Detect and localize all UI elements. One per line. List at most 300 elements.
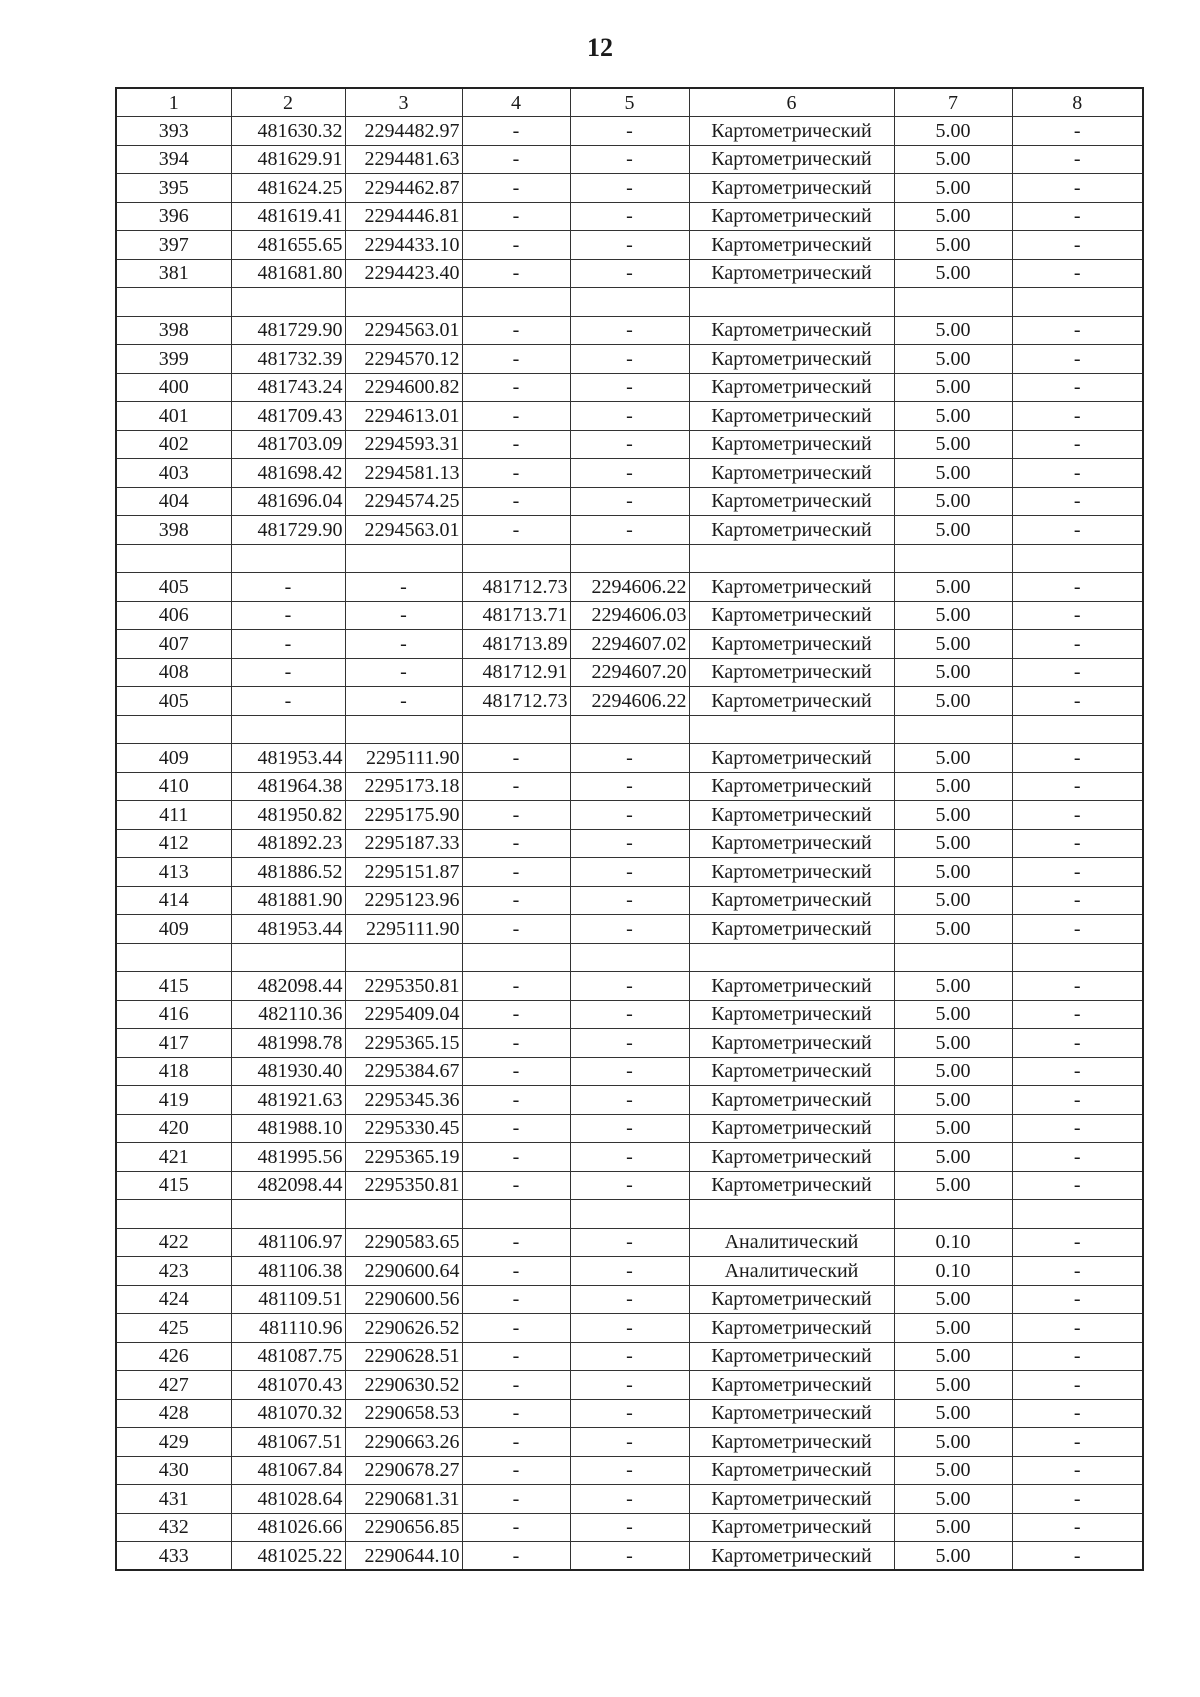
table-row — [116, 829, 1143, 858]
y-coord-cell: 2290626.52 — [345, 1314, 462, 1343]
x-coord-cell: 481110.96 — [231, 1314, 345, 1343]
y-coord-cell: 2295350.81 — [345, 972, 462, 1001]
y-coord-cell: 2290656.85 — [345, 1513, 462, 1542]
point-number-cell: 393 — [116, 117, 231, 146]
method-cell: Картометрический — [689, 1143, 894, 1172]
y-coord-cell: 2290583.65 — [345, 1228, 462, 1257]
column-header-3: 3 — [345, 88, 462, 117]
description-cell: - — [1012, 1342, 1143, 1371]
x-coord-cell: 481106.38 — [231, 1257, 345, 1286]
y-coord-cell: 2294593.31 — [345, 430, 462, 459]
y-coord-cell: 2290600.56 — [345, 1285, 462, 1314]
description-cell: - — [1012, 829, 1143, 858]
x-coord-cell: 482110.36 — [231, 1000, 345, 1029]
accuracy-cell: 5.00 — [894, 202, 1012, 231]
y-coord-cell: 2295173.18 — [345, 772, 462, 801]
point-number-cell: 399 — [116, 345, 231, 374]
x-coord-cell: 481964.38 — [231, 772, 345, 801]
y-coord-cell: 2290658.53 — [345, 1399, 462, 1428]
description-cell: - — [1012, 1399, 1143, 1428]
y-coord-cell: - — [345, 658, 462, 687]
x-coord-cell: 481998.78 — [231, 1029, 345, 1058]
y-coord-alt-cell: - — [570, 1285, 689, 1314]
x-coord-cell: 481109.51 — [231, 1285, 345, 1314]
method-cell: Картометрический — [689, 1513, 894, 1542]
method-cell — [689, 715, 894, 744]
point-number-cell: 403 — [116, 459, 231, 488]
table-row — [116, 516, 1143, 545]
y-coord-alt-cell — [570, 715, 689, 744]
y-coord-cell: 2295409.04 — [345, 1000, 462, 1029]
accuracy-cell: 5.00 — [894, 1114, 1012, 1143]
table-row — [116, 1143, 1143, 1172]
accuracy-cell: 5.00 — [894, 1057, 1012, 1086]
y-coord-cell: - — [345, 687, 462, 716]
description-cell: - — [1012, 231, 1143, 260]
y-coord-cell: 2295123.96 — [345, 886, 462, 915]
description-cell: - — [1012, 1114, 1143, 1143]
point-number-cell — [116, 288, 231, 317]
accuracy-cell: 5.00 — [894, 259, 1012, 288]
method-cell: Картометрический — [689, 231, 894, 260]
table-row — [116, 1029, 1143, 1058]
method-cell: Картометрический — [689, 1000, 894, 1029]
table-row — [116, 801, 1143, 830]
method-cell: Картометрический — [689, 915, 894, 944]
x-coord-cell: 481743.24 — [231, 373, 345, 402]
table-row — [116, 1086, 1143, 1115]
y-coord-alt-cell: - — [570, 231, 689, 260]
table-row — [116, 345, 1143, 374]
x-coord-alt-cell: - — [462, 801, 570, 830]
y-coord-alt-cell: - — [570, 487, 689, 516]
x-coord-cell: 481067.51 — [231, 1428, 345, 1457]
x-coord-alt-cell: - — [462, 829, 570, 858]
point-number-cell: 421 — [116, 1143, 231, 1172]
table-row — [116, 1114, 1143, 1143]
x-coord-alt-cell — [462, 288, 570, 317]
method-cell: Картометрический — [689, 1171, 894, 1200]
description-cell: - — [1012, 687, 1143, 716]
x-coord-alt-cell: - — [462, 1000, 570, 1029]
y-coord-alt-cell — [570, 544, 689, 573]
y-coord-alt-cell: - — [570, 117, 689, 146]
x-coord-alt-cell: - — [462, 1285, 570, 1314]
point-number-cell: 415 — [116, 972, 231, 1001]
y-coord-alt-cell: - — [570, 1000, 689, 1029]
x-coord-cell: 481988.10 — [231, 1114, 345, 1143]
method-cell: Картометрический — [689, 1314, 894, 1343]
point-number-cell: 423 — [116, 1257, 231, 1286]
x-coord-alt-cell: - — [462, 1399, 570, 1428]
header-row — [116, 88, 1143, 117]
y-coord-cell — [345, 544, 462, 573]
y-coord-alt-cell: - — [570, 1456, 689, 1485]
description-cell: - — [1012, 1228, 1143, 1257]
table-row — [116, 886, 1143, 915]
table-row — [116, 1257, 1143, 1286]
accuracy-cell — [894, 1200, 1012, 1229]
x-coord-alt-cell: - — [462, 744, 570, 773]
method-cell — [689, 1200, 894, 1229]
method-cell: Картометрический — [689, 202, 894, 231]
table-row — [116, 772, 1143, 801]
point-number-cell: 414 — [116, 886, 231, 915]
column-header-8: 8 — [1012, 88, 1143, 117]
y-coord-cell: 2290628.51 — [345, 1342, 462, 1371]
x-coord-cell: - — [231, 658, 345, 687]
method-cell: Картометрический — [689, 858, 894, 887]
method-cell: Картометрический — [689, 886, 894, 915]
accuracy-cell: 5.00 — [894, 801, 1012, 830]
method-cell: Картометрический — [689, 316, 894, 345]
point-number-cell: 397 — [116, 231, 231, 260]
accuracy-cell: 5.00 — [894, 772, 1012, 801]
accuracy-cell: 5.00 — [894, 886, 1012, 915]
point-number-cell: 426 — [116, 1342, 231, 1371]
method-cell: Картометрический — [689, 744, 894, 773]
y-coord-alt-cell: - — [570, 1086, 689, 1115]
x-coord-cell: 481729.90 — [231, 516, 345, 545]
method-cell: Картометрический — [689, 630, 894, 659]
x-coord-alt-cell: 481712.73 — [462, 573, 570, 602]
description-cell: - — [1012, 658, 1143, 687]
method-cell: Картометрический — [689, 1086, 894, 1115]
separator-row — [116, 288, 1143, 317]
description-cell: - — [1012, 117, 1143, 146]
description-cell: - — [1012, 1000, 1143, 1029]
point-number-cell: 431 — [116, 1485, 231, 1514]
x-coord-alt-cell: - — [462, 972, 570, 1001]
x-coord-cell: 481732.39 — [231, 345, 345, 374]
x-coord-cell: 482098.44 — [231, 1171, 345, 1200]
description-cell: - — [1012, 430, 1143, 459]
y-coord-cell: 2290600.64 — [345, 1257, 462, 1286]
accuracy-cell: 5.00 — [894, 1143, 1012, 1172]
x-coord-cell: 481028.64 — [231, 1485, 345, 1514]
x-coord-alt-cell: - — [462, 402, 570, 431]
y-coord-cell: 2290644.10 — [345, 1542, 462, 1571]
page-number: 12 — [587, 33, 613, 62]
y-coord-cell: 2294462.87 — [345, 174, 462, 203]
accuracy-cell: 5.00 — [894, 573, 1012, 602]
x-coord-cell: - — [231, 573, 345, 602]
y-coord-alt-cell: - — [570, 1114, 689, 1143]
accuracy-cell: 5.00 — [894, 1000, 1012, 1029]
y-coord-cell: 2294446.81 — [345, 202, 462, 231]
method-cell — [689, 943, 894, 972]
method-cell — [689, 288, 894, 317]
table-row — [116, 487, 1143, 516]
y-coord-cell: 2295365.19 — [345, 1143, 462, 1172]
accuracy-cell: 5.00 — [894, 687, 1012, 716]
x-coord-alt-cell: - — [462, 1314, 570, 1343]
y-coord-cell: - — [345, 573, 462, 602]
description-cell: - — [1012, 516, 1143, 545]
description-cell: - — [1012, 1371, 1143, 1400]
separator-row — [116, 1200, 1143, 1229]
y-coord-cell: 2294482.97 — [345, 117, 462, 146]
accuracy-cell — [894, 715, 1012, 744]
method-cell: Картометрический — [689, 1428, 894, 1457]
method-cell: Картометрический — [689, 1485, 894, 1514]
accuracy-cell: 5.00 — [894, 231, 1012, 260]
y-coord-alt-cell: - — [570, 259, 689, 288]
x-coord-alt-cell — [462, 1200, 570, 1229]
x-coord-cell — [231, 544, 345, 573]
method-cell: Картометрический — [689, 1371, 894, 1400]
x-coord-alt-cell: - — [462, 1542, 570, 1571]
x-coord-alt-cell: - — [462, 202, 570, 231]
x-coord-alt-cell: - — [462, 1485, 570, 1514]
description-cell: - — [1012, 1456, 1143, 1485]
description-cell: - — [1012, 1428, 1143, 1457]
description-cell: - — [1012, 459, 1143, 488]
table-row — [116, 1371, 1143, 1400]
y-coord-cell: 2295111.90 — [345, 744, 462, 773]
description-cell: - — [1012, 487, 1143, 516]
y-coord-alt-cell: - — [570, 886, 689, 915]
y-coord-cell: - — [345, 630, 462, 659]
table-row — [116, 1000, 1143, 1029]
x-coord-cell: 481995.56 — [231, 1143, 345, 1172]
accuracy-cell: 5.00 — [894, 630, 1012, 659]
point-number-cell: 400 — [116, 373, 231, 402]
table-row — [116, 1228, 1143, 1257]
table-row — [116, 459, 1143, 488]
y-coord-cell: - — [345, 601, 462, 630]
description-cell: - — [1012, 1171, 1143, 1200]
x-coord-cell: 482098.44 — [231, 972, 345, 1001]
y-coord-alt-cell: - — [570, 1428, 689, 1457]
method-cell: Картометрический — [689, 459, 894, 488]
table-body — [116, 117, 1143, 1571]
accuracy-cell: 0.10 — [894, 1228, 1012, 1257]
description-cell: - — [1012, 345, 1143, 374]
table-row — [116, 402, 1143, 431]
x-coord-cell: 481703.09 — [231, 430, 345, 459]
table-row — [116, 1399, 1143, 1428]
accuracy-cell: 5.00 — [894, 516, 1012, 545]
method-cell: Картометрический — [689, 1114, 894, 1143]
y-coord-alt-cell: - — [570, 402, 689, 431]
description-cell: - — [1012, 630, 1143, 659]
x-coord-cell: 481886.52 — [231, 858, 345, 887]
description-cell: - — [1012, 1485, 1143, 1514]
x-coord-alt-cell: - — [462, 1114, 570, 1143]
x-coord-cell — [231, 288, 345, 317]
x-coord-alt-cell: - — [462, 316, 570, 345]
y-coord-alt-cell: - — [570, 1257, 689, 1286]
method-cell: Картометрический — [689, 1456, 894, 1485]
x-coord-alt-cell: - — [462, 1428, 570, 1457]
y-coord-cell: 2295175.90 — [345, 801, 462, 830]
x-coord-alt-cell: - — [462, 174, 570, 203]
table-row — [116, 658, 1143, 687]
x-coord-alt-cell: 481713.71 — [462, 601, 570, 630]
y-coord-cell: 2294563.01 — [345, 516, 462, 545]
table-row — [116, 1485, 1143, 1514]
x-coord-alt-cell: - — [462, 231, 570, 260]
y-coord-cell — [345, 288, 462, 317]
point-number-cell: 419 — [116, 1086, 231, 1115]
point-number-cell: 405 — [116, 573, 231, 602]
coordinates-table — [115, 87, 1144, 1571]
y-coord-alt-cell: - — [570, 145, 689, 174]
y-coord-cell: 2295345.36 — [345, 1086, 462, 1115]
point-number-cell: 407 — [116, 630, 231, 659]
accuracy-cell: 5.00 — [894, 117, 1012, 146]
table-row — [116, 259, 1143, 288]
table-row — [116, 117, 1143, 146]
y-coord-alt-cell: - — [570, 1399, 689, 1428]
point-number-cell: 401 — [116, 402, 231, 431]
y-coord-alt-cell: - — [570, 1542, 689, 1571]
point-number-cell: 404 — [116, 487, 231, 516]
description-cell: - — [1012, 1057, 1143, 1086]
y-coord-alt-cell: 2294607.02 — [570, 630, 689, 659]
method-cell: Картометрический — [689, 972, 894, 1001]
point-number-cell: 422 — [116, 1228, 231, 1257]
point-number-cell: 381 — [116, 259, 231, 288]
x-coord-cell — [231, 715, 345, 744]
point-number-cell: 394 — [116, 145, 231, 174]
x-coord-alt-cell — [462, 544, 570, 573]
table-row — [116, 1456, 1143, 1485]
x-coord-cell — [231, 943, 345, 972]
y-coord-cell: 2290681.31 — [345, 1485, 462, 1514]
x-coord-alt-cell: - — [462, 886, 570, 915]
point-number-cell: 411 — [116, 801, 231, 830]
y-coord-alt-cell: - — [570, 1143, 689, 1172]
x-coord-alt-cell: - — [462, 1171, 570, 1200]
method-cell — [689, 544, 894, 573]
y-coord-alt-cell: 2294606.22 — [570, 687, 689, 716]
y-coord-alt-cell: - — [570, 915, 689, 944]
accuracy-cell: 5.00 — [894, 402, 1012, 431]
point-number-cell: 405 — [116, 687, 231, 716]
table-row — [116, 744, 1143, 773]
method-cell: Картометрический — [689, 345, 894, 374]
y-coord-alt-cell: - — [570, 1485, 689, 1514]
x-coord-alt-cell: - — [462, 117, 570, 146]
x-coord-alt-cell: 481713.89 — [462, 630, 570, 659]
point-number-cell — [116, 715, 231, 744]
table-row — [116, 174, 1143, 203]
x-coord-alt-cell: - — [462, 1257, 570, 1286]
table-row — [116, 1428, 1143, 1457]
x-coord-alt-cell: - — [462, 1086, 570, 1115]
method-cell: Картометрический — [689, 1342, 894, 1371]
y-coord-cell: 2295187.33 — [345, 829, 462, 858]
y-coord-alt-cell — [570, 288, 689, 317]
y-coord-alt-cell: - — [570, 202, 689, 231]
table-row — [116, 915, 1143, 944]
description-cell: - — [1012, 801, 1143, 830]
x-coord-cell: - — [231, 687, 345, 716]
point-number-cell: 417 — [116, 1029, 231, 1058]
x-coord-cell: 481953.44 — [231, 744, 345, 773]
accuracy-cell: 5.00 — [894, 829, 1012, 858]
x-coord-cell: 481629.91 — [231, 145, 345, 174]
point-number-cell: 427 — [116, 1371, 231, 1400]
x-coord-cell: 481681.80 — [231, 259, 345, 288]
table-row — [116, 145, 1143, 174]
point-number-cell: 429 — [116, 1428, 231, 1457]
method-cell: Картометрический — [689, 145, 894, 174]
description-cell: - — [1012, 744, 1143, 773]
column-header-6: 6 — [689, 88, 894, 117]
accuracy-cell: 5.00 — [894, 487, 1012, 516]
description-cell: - — [1012, 1257, 1143, 1286]
accuracy-cell: 5.00 — [894, 1029, 1012, 1058]
x-coord-cell: 481070.43 — [231, 1371, 345, 1400]
accuracy-cell: 5.00 — [894, 1542, 1012, 1571]
description-cell: - — [1012, 202, 1143, 231]
description-cell: - — [1012, 145, 1143, 174]
description-cell: - — [1012, 1029, 1143, 1058]
description-cell — [1012, 943, 1143, 972]
y-coord-cell: 2295365.15 — [345, 1029, 462, 1058]
description-cell: - — [1012, 174, 1143, 203]
x-coord-alt-cell: - — [462, 1057, 570, 1086]
method-cell: Картометрический — [689, 487, 894, 516]
method-cell: Картометрический — [689, 516, 894, 545]
method-cell: Картометрический — [689, 373, 894, 402]
y-coord-alt-cell: - — [570, 1314, 689, 1343]
method-cell: Картометрический — [689, 1029, 894, 1058]
x-coord-alt-cell: - — [462, 1029, 570, 1058]
y-coord-alt-cell: - — [570, 744, 689, 773]
y-coord-cell: 2290663.26 — [345, 1428, 462, 1457]
y-coord-alt-cell: - — [570, 1057, 689, 1086]
table-row — [116, 202, 1143, 231]
x-coord-alt-cell: 481712.73 — [462, 687, 570, 716]
description-cell: - — [1012, 601, 1143, 630]
method-cell: Картометрический — [689, 801, 894, 830]
x-coord-cell: 481624.25 — [231, 174, 345, 203]
point-number-cell: 398 — [116, 516, 231, 545]
accuracy-cell: 5.00 — [894, 1399, 1012, 1428]
y-coord-cell: 2290678.27 — [345, 1456, 462, 1485]
x-coord-cell: 481930.40 — [231, 1057, 345, 1086]
point-number-cell: 432 — [116, 1513, 231, 1542]
x-coord-alt-cell: - — [462, 1228, 570, 1257]
separator-row — [116, 715, 1143, 744]
y-coord-alt-cell: - — [570, 1371, 689, 1400]
x-coord-alt-cell: - — [462, 1371, 570, 1400]
accuracy-cell: 5.00 — [894, 972, 1012, 1001]
method-cell: Картометрический — [689, 1399, 894, 1428]
x-coord-alt-cell: - — [462, 772, 570, 801]
point-number-cell: 424 — [116, 1285, 231, 1314]
x-coord-alt-cell: - — [462, 345, 570, 374]
description-cell: - — [1012, 402, 1143, 431]
description-cell: - — [1012, 972, 1143, 1001]
accuracy-cell: 5.00 — [894, 1428, 1012, 1457]
accuracy-cell: 5.00 — [894, 1485, 1012, 1514]
x-coord-cell: 481630.32 — [231, 117, 345, 146]
table-row — [116, 630, 1143, 659]
point-number-cell: 420 — [116, 1114, 231, 1143]
method-cell: Картометрический — [689, 1057, 894, 1086]
y-coord-alt-cell: - — [570, 858, 689, 887]
y-coord-cell — [345, 943, 462, 972]
y-coord-cell: 2294613.01 — [345, 402, 462, 431]
method-cell: Картометрический — [689, 658, 894, 687]
method-cell: Картометрический — [689, 259, 894, 288]
accuracy-cell: 5.00 — [894, 1371, 1012, 1400]
